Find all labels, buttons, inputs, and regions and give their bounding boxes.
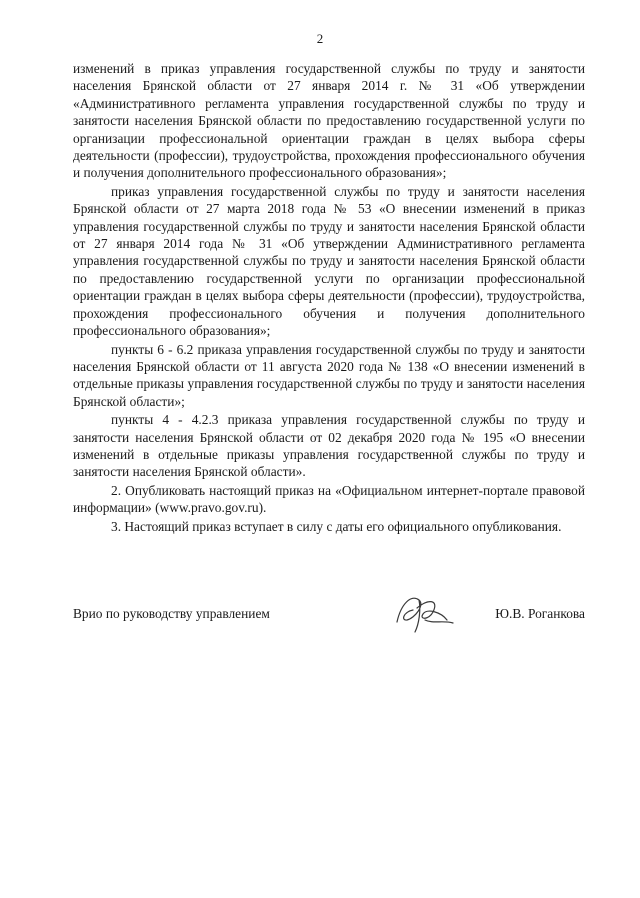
paragraph-order-2018: приказ управления государственной службы по труду и занятости населения Брянской области от 27 марта 2018 года № 53 «О внесении изменений в приказ управления государственной службы по труду и занятости населения Брянской области от 27 января 2014 года № 31 «Об утверждении Административного регламента управления государственной службы по труду и занятости населения Брянской области по предоставлению государственной услуги по организации профессиональной ориентации граждан в целях выбора сферы деятельности (профессии), трудоустройства, прохождения профессионального обучения и получения дополнительного профессионального образования»; [73,183,585,339]
paragraph-effective-clause: 3. Настоящий приказ вступает в силу с даты его официального опубликования. [111,518,562,534]
paragraph-points-4-order-2020: пункты 4 - 4.2.3 приказа управления государственной службы по труду и занятости населения Брянской области от 02 декабря 2020 года № 195 «О внесении изменений в отдельные приказы управления государственной службы по труду и занятости населения Брянской области». [73,412,585,480]
paragraph-points-6-order-2020: пункты 6 - 6.2 приказа управления государственной службы по труду и занятости населения Брянской области от 11 августа 2020 года № 138 «О внесении изменений в отдельные приказы управления государственной службы по труду и занятости населения Брянской области»; [73,341,585,409]
handwritten-signature [389,590,459,636]
paragraph-amendment-order-2014: изменений в приказ управления государственной службы по труду и занятости населения Брянской области от 27 января 2014 г. № 31 «Об утверждении «Административного регламента управления государственной службы по труду и занятости населения Брянской области по предоставлению государственной услуги по организации профессиональной ориентации граждан в целях выбора сферы деятельности (профессии), трудоустройства, прохождения профессионального обучения и получения дополнительного профессионального образования»; [73,61,585,181]
signatory-name: Ю.В. Роганкова [495,606,585,621]
document-body [73,60,585,535]
page-number: 2 [316,31,324,46]
signatory-position: Врио по руководству управлением [73,606,270,621]
signature-block [73,590,585,640]
paragraph-publish-clause: 2. Опубликовать настоящий приказ на «Официальном интернет-портале правовой информации» (www.pravo.gov.ru). [73,482,585,516]
